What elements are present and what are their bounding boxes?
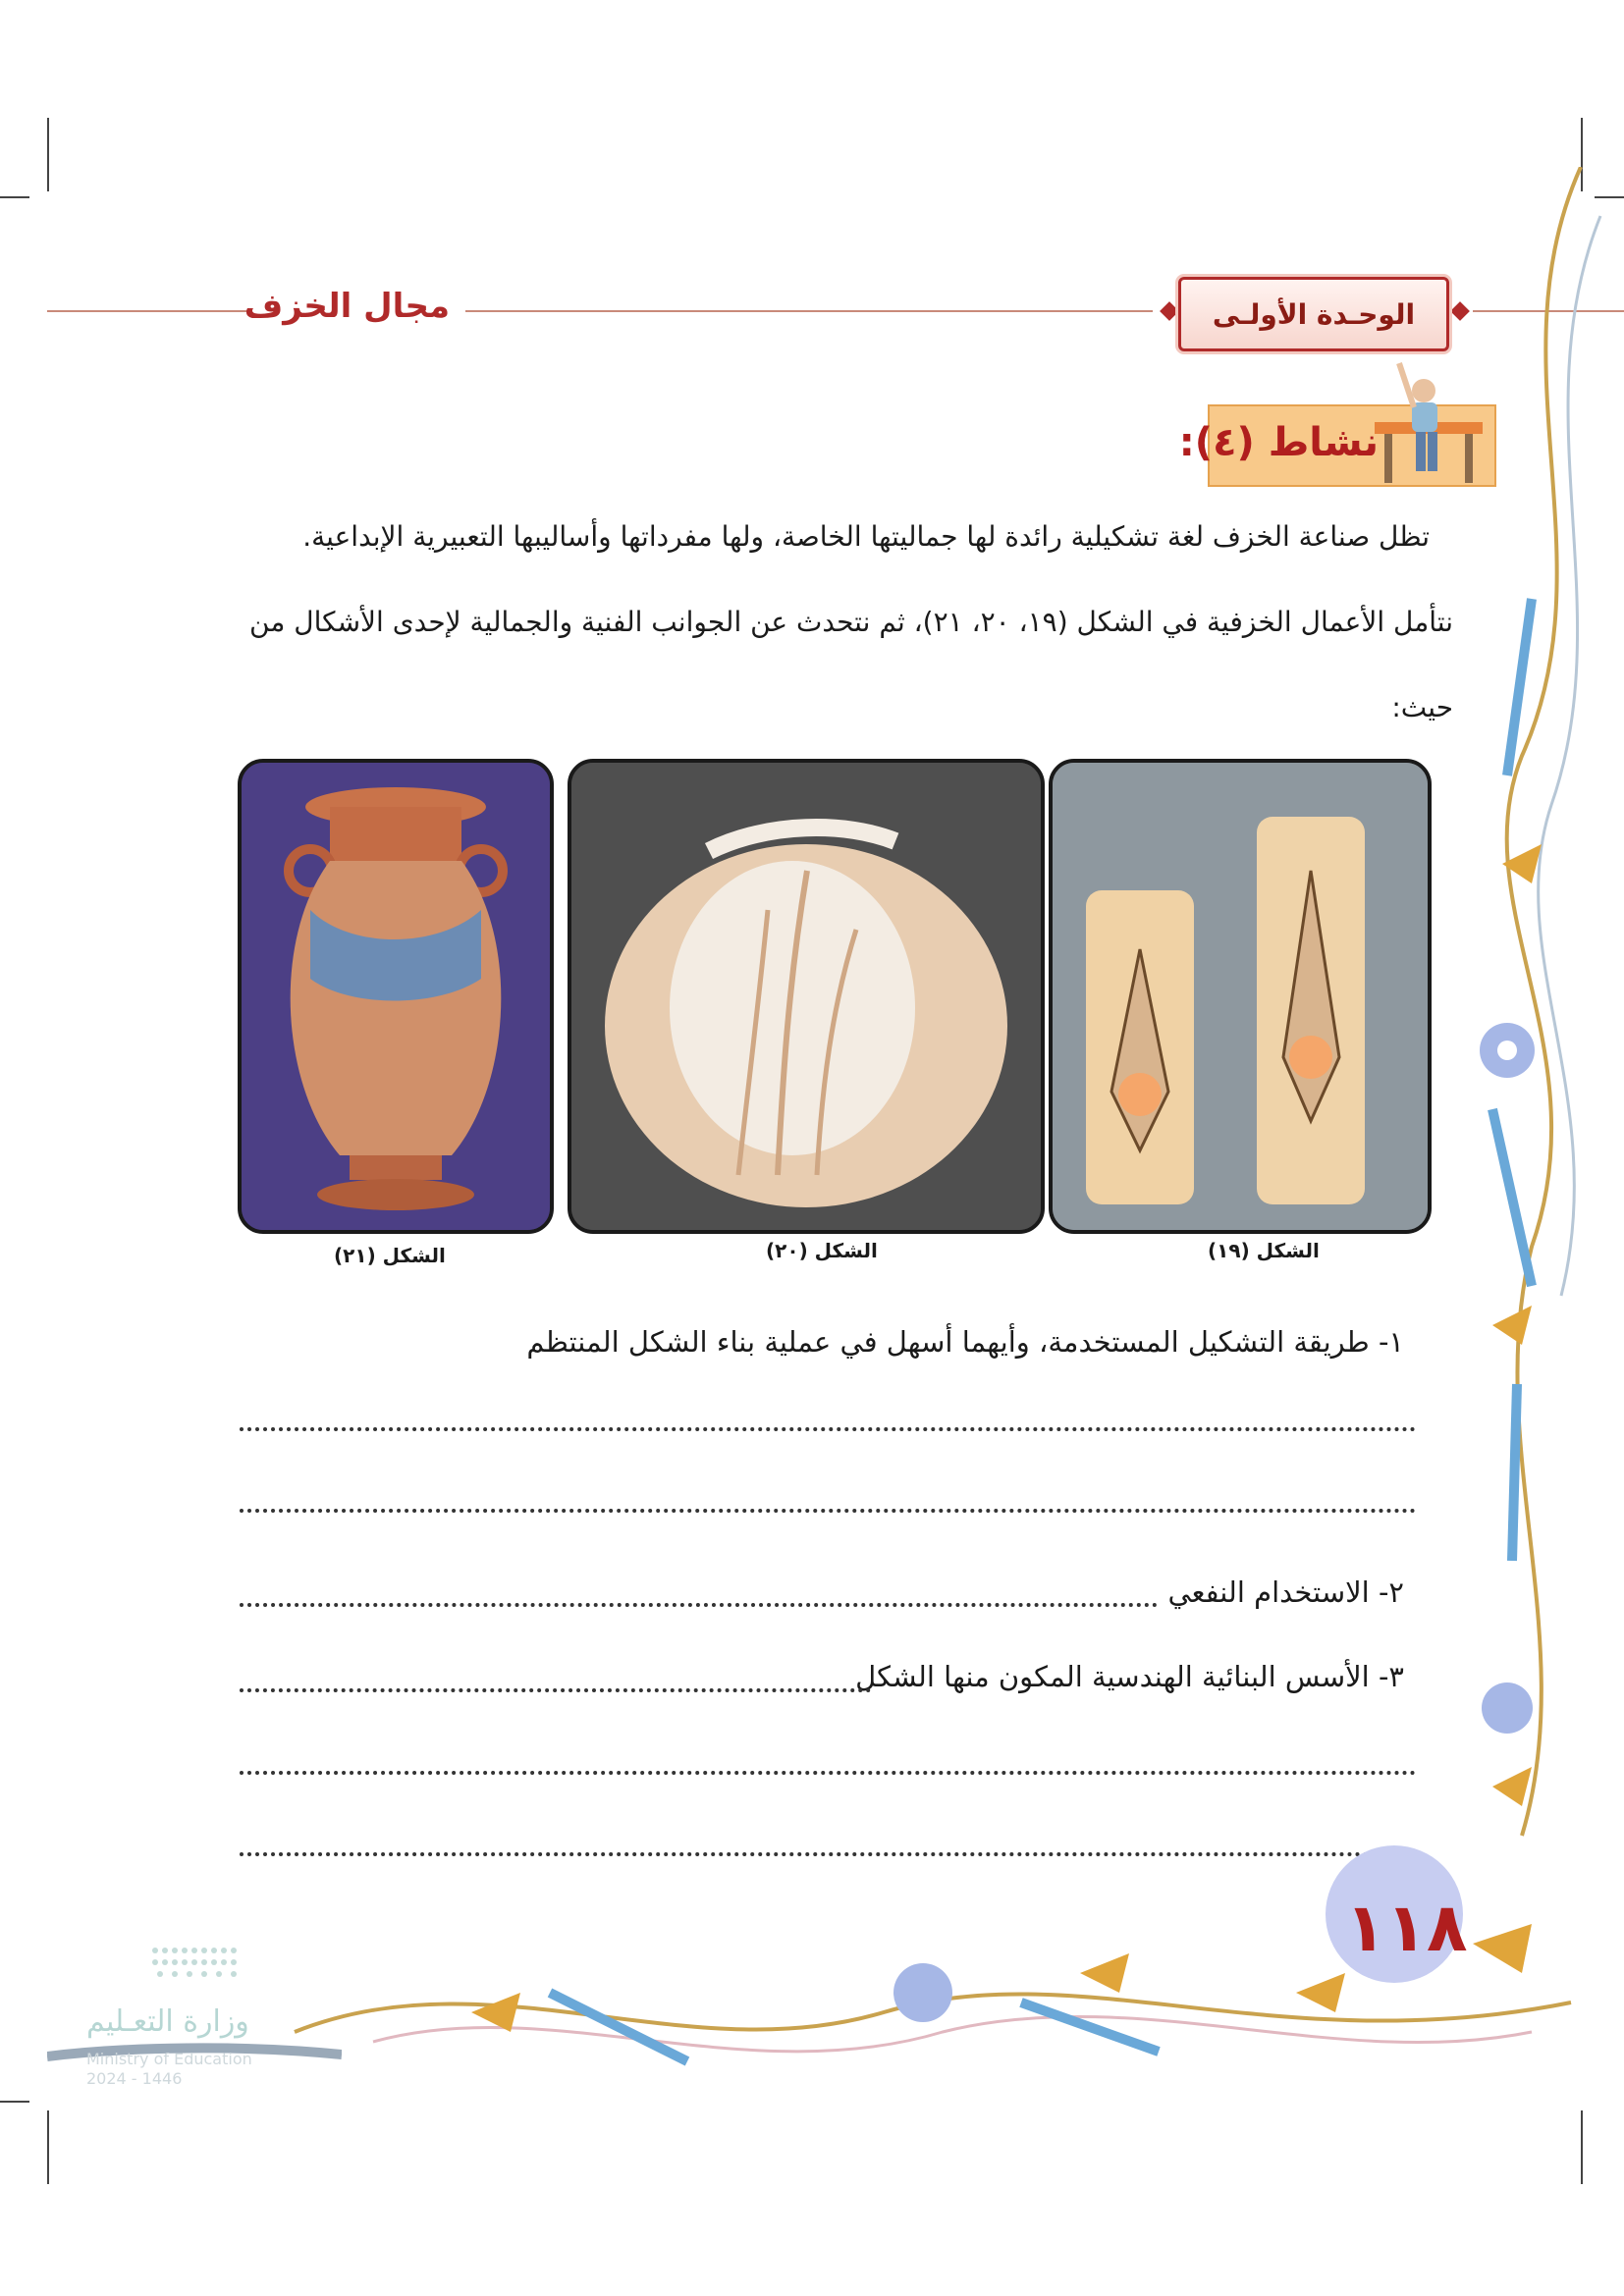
unit-badge-ornament: [1160, 301, 1179, 321]
answer-line[interactable]: [240, 1688, 871, 1692]
question-3: ٣- الأسس البنائية الهندسية المكون منها الشكل: [855, 1660, 1404, 1693]
answer-line[interactable]: [240, 1509, 1416, 1513]
ministry-years: 2024 - 1446: [86, 2069, 183, 2088]
decorative-border-icon: [1463, 167, 1624, 2032]
page-number: ١١٨: [1345, 1890, 1468, 1967]
figure-20-caption: الشكل (٢٠): [766, 1239, 878, 1262]
question-2: ٢- الاستخدام النفعي: [1167, 1575, 1404, 1609]
question-1: ١- طريقة التشكيل المستخدمة، وأيهما أسهل في عملية بناء الشكل المنتظم: [526, 1325, 1404, 1359]
cylinder-lamps-photo-icon: [1053, 763, 1428, 1230]
intro-line-3: حيث:: [1391, 691, 1453, 723]
round-vase-photo-icon: [571, 763, 1041, 1230]
crop-mark: [47, 118, 49, 191]
ministry-subtitle: Ministry of Education: [86, 2050, 252, 2068]
amphora-vase-photo-icon: [242, 763, 550, 1230]
intro-line-2: نتأمل الأعمال الخزفية في الشكل (١٩، ٢٠، ٢١)، ثم نتحدث عن الجوانب الفنية والجمالية لإحدى الأشكال من: [249, 606, 1453, 638]
intro-line-1: تظل صناعة الخزف لغة تشكيلية رائدة لها جماليتها الخاصة، ولها مفرداتها وأساليبها التعبيرية الإبداعية.: [302, 520, 1430, 553]
figure-19-caption: الشكل (١٩): [1208, 1239, 1320, 1262]
section-title: مجال الخزف: [244, 287, 450, 326]
header-rule-middle: [465, 310, 1153, 312]
figure-21-caption: الشكل (٢١): [334, 1244, 446, 1267]
answer-line[interactable]: [240, 1427, 1416, 1431]
figure-21-photo: [238, 759, 554, 1234]
answer-line[interactable]: [240, 1603, 1158, 1607]
figure-19-photo: [1049, 759, 1432, 1234]
header-rule-left: [47, 310, 251, 312]
unit-badge: [1178, 277, 1449, 351]
figure-20-photo: [568, 759, 1045, 1234]
crop-mark: [0, 196, 29, 198]
unit-label: الوحـدة الأولـى: [1212, 297, 1416, 331]
answer-line[interactable]: [240, 1771, 1416, 1775]
ministry-name: وزارة التعـليم: [86, 2004, 249, 2039]
activity-title: نشاط (٤):: [1178, 420, 1379, 465]
